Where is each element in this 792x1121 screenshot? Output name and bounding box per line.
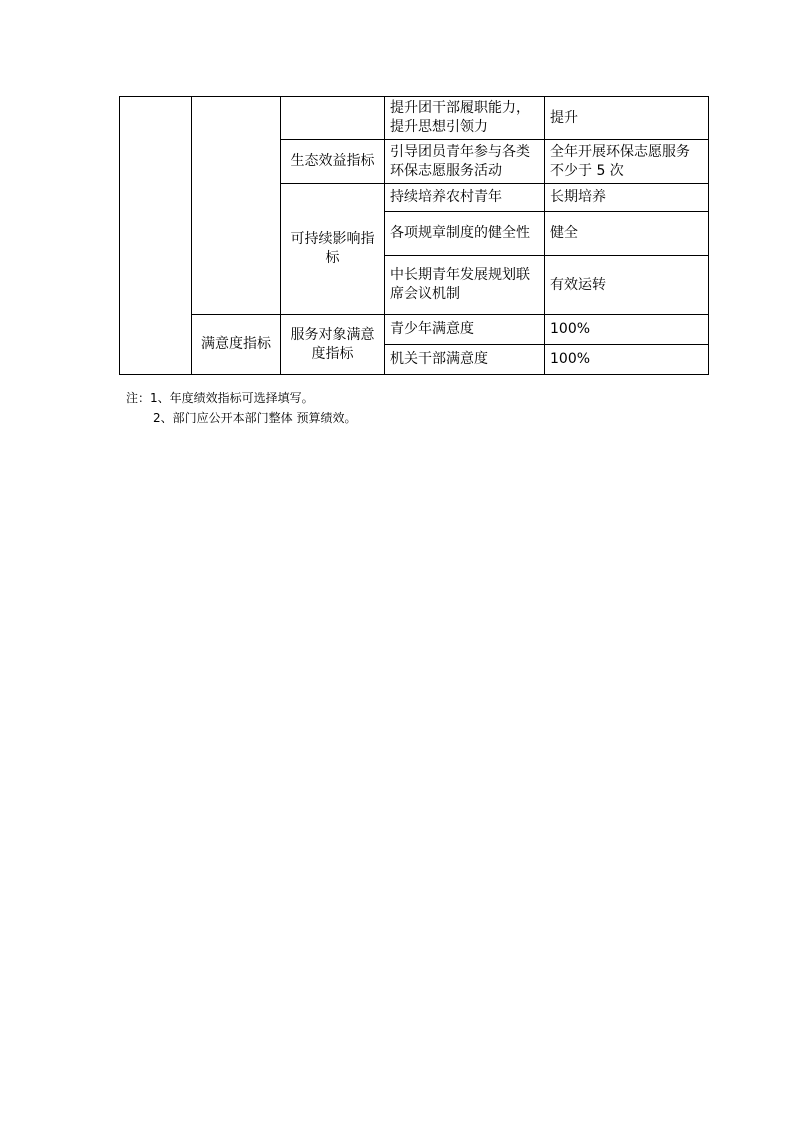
level2-cell <box>192 97 281 315</box>
level3-sustainable: 可持续影响指标 <box>281 184 385 315</box>
indicator-cell: 机关干部满意度 <box>385 345 545 375</box>
value-cell: 100% <box>545 315 709 345</box>
value-cell: 健全 <box>545 212 709 256</box>
indicator-cell: 引导团员青年参与各类环保志愿服务活动 <box>385 140 545 184</box>
level3-service-satisfaction: 服务对象满意度指标 <box>281 315 385 375</box>
performance-indicator-table <box>119 96 709 375</box>
note-1: 注：1、年度绩效指标可选择填写。 <box>126 391 314 405</box>
table-notes <box>126 388 356 428</box>
value-cell: 提升 <box>545 97 709 140</box>
indicator-cell: 各项规章制度的健全性 <box>385 212 545 256</box>
indicator-cell: 青少年满意度 <box>385 315 545 345</box>
value-cell: 100% <box>545 345 709 375</box>
value-cell: 全年开展环保志愿服务不少于 5 次 <box>545 140 709 184</box>
note-2: 2、部门应公开本部门整体 预算绩效。 <box>153 411 357 425</box>
value-cell: 长期培养 <box>545 184 709 212</box>
indicator-cell: 中长期青年发展规划联席会议机制 <box>385 256 545 315</box>
indicator-cell: 提升团干部履职能力，提升思想引领力 <box>385 97 545 140</box>
level3-ecological: 生态效益指标 <box>281 140 385 184</box>
level2-satisfaction: 满意度指标 <box>192 315 281 375</box>
level3-cell-empty <box>281 97 385 140</box>
table-row <box>120 315 709 345</box>
indicator-cell: 持续培养农村青年 <box>385 184 545 212</box>
table-row <box>120 97 709 140</box>
level1-cell <box>120 97 192 375</box>
value-cell: 有效运转 <box>545 256 709 315</box>
